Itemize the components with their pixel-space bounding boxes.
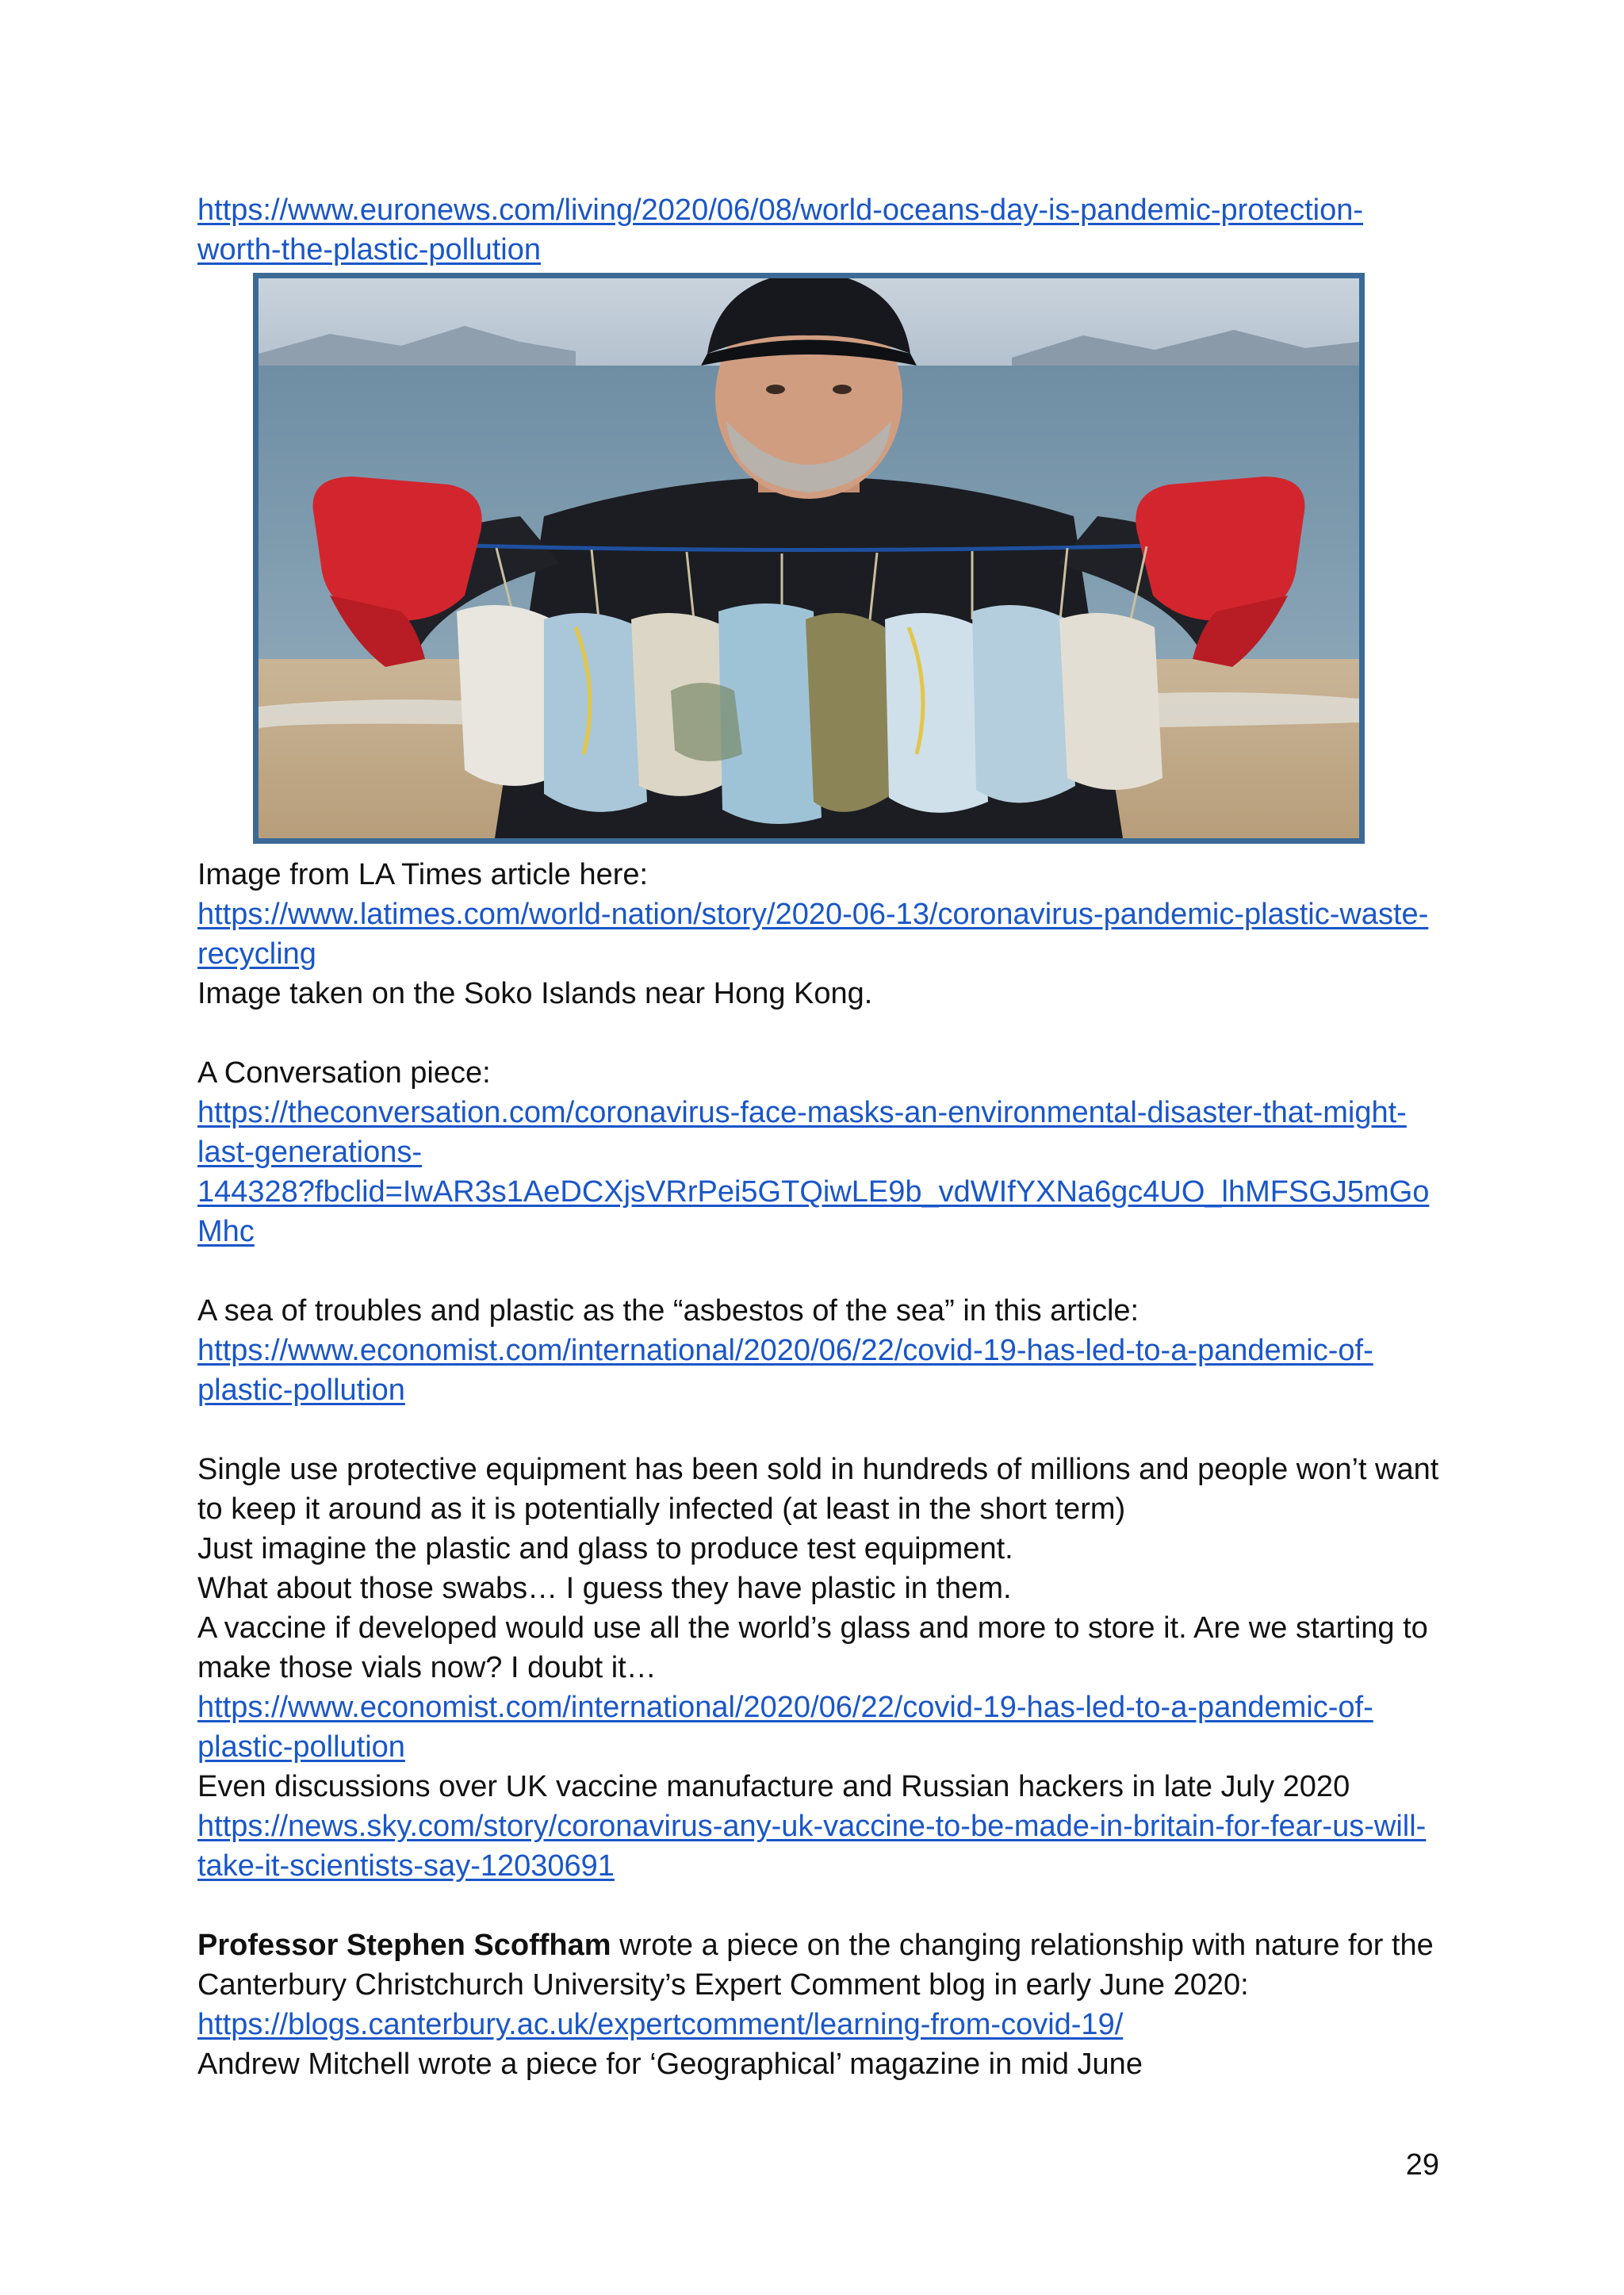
economist-link-line-1[interactable]	[197, 1331, 1434, 1370]
conversation-link-line-4[interactable]	[197, 1212, 1434, 1251]
economist-intro: A sea of troubles and plastic as the “asbestos of the sea” in this article:	[197, 1294, 1139, 1328]
scoffham-line-2: Canterbury Christchurch University’s Expert Comment blog in early June 2020:	[197, 1968, 1249, 2002]
conversation-intro: A Conversation piece:	[197, 1056, 491, 1090]
page-number: 29	[1405, 2148, 1439, 2182]
latimes-link-continued[interactable]: recycling	[197, 937, 316, 971]
economist-link-2-line-2[interactable]	[197, 1727, 1434, 1767]
latimes-link-line-2[interactable]	[197, 934, 1434, 974]
vaccine-line-2: make those vials now? I doubt it…	[197, 1651, 657, 1684]
conversation-link-line-2[interactable]	[197, 1132, 1434, 1172]
canterbury-blog-link[interactable]: https://blogs.canterbury.ac.uk/expertcomment/learning-from-covid-19/	[197, 2008, 1124, 2041]
economist-link-2[interactable]: https://www.economist.com/international/2020/06/22/covid-19-has-led-to-a-pandemic-of-	[197, 1691, 1373, 1724]
latimes-link-line-1[interactable]	[197, 895, 1434, 934]
sky-link-line-2[interactable]	[197, 1846, 1434, 1886]
economist-link-2-continued[interactable]: plastic-pollution	[197, 1730, 405, 1764]
latimes-caption: Image taken on the Soko Islands near Hong Kong.	[197, 977, 873, 1010]
masks-photo	[253, 273, 1365, 844]
conversation-link-continued-2[interactable]: 144328?fbclid=IwAR3s1AeDCXjsVRrPei5GTQiwLE9b_vdWIfYXNa6gc4UO_lhMFSGJ5mGo	[197, 1175, 1430, 1209]
economist-link-continued[interactable]: plastic-pollution	[197, 1374, 405, 1407]
swabs-line: What about those swabs… I guess they have plastic in them.	[197, 1572, 1012, 1605]
spacer	[197, 1410, 1434, 1450]
conversation-link-line-1[interactable]	[197, 1093, 1434, 1132]
euronews-link[interactable]: https://www.euronews.com/living/2020/06/08/world-oceans-day-is-pandemic-protection-	[197, 193, 1364, 227]
economist-link-2-line-1[interactable]	[197, 1688, 1434, 1727]
latimes-intro: Image from LA Times article here:	[197, 858, 649, 891]
spacer	[197, 1886, 1434, 1925]
sky-link-continued[interactable]: take-it-scientists-say-12030691	[197, 1849, 615, 1883]
sky-intro: Even discussions over UK vaccine manufacture and Russian hackers in late July 2020	[197, 1770, 1350, 1803]
euronews-link-continued[interactable]: worth-the-plastic-pollution	[197, 233, 541, 266]
document-page	[197, 190, 1439, 2084]
sky-link-line-1[interactable]	[197, 1806, 1434, 1846]
economist-link[interactable]: https://www.economist.com/international/2020/06/22/covid-19-has-led-to-a-pandemic-of-	[197, 1334, 1373, 1367]
test-equipment-line: Just imagine the plastic and glass to produce test equipment.	[197, 1532, 1013, 1565]
ppe-paragraph-line-1: Single use protective equipment has been sold in hundreds of millions and people won’t want	[197, 1453, 1439, 1486]
scoffham-line-1	[197, 1925, 1434, 1965]
spacer	[197, 1251, 1434, 1291]
ppe-paragraph-line-2: to keep it around as it is potentially infected (at least in the short term)	[197, 1492, 1126, 1526]
sky-link[interactable]: https://news.sky.com/story/coronavirus-any-uk-vaccine-to-be-made-in-britain-for-fear-us-will-	[197, 1810, 1427, 1843]
latimes-link[interactable]: https://www.latimes.com/world-nation/story/2020-06-13/coronavirus-pandemic-plastic-waste-	[197, 898, 1429, 931]
conversation-link-line-3[interactable]	[197, 1172, 1434, 1212]
economist-link-line-2[interactable]	[197, 1370, 1434, 1410]
conversation-link[interactable]: https://theconversation.com/coronavirus-face-masks-an-environmental-disaster-that-might-	[197, 1096, 1407, 1129]
vaccine-line-1: A vaccine if developed would use all the world’s glass and more to store it. Are we starting to	[197, 1611, 1428, 1645]
euronews-link-line-2[interactable]	[197, 230, 1434, 270]
scoffham-text: wrote a piece on the changing relationship with nature for the	[611, 1929, 1434, 1962]
canterbury-link-line[interactable]	[197, 2005, 1434, 2044]
mitchell-line: Andrew Mitchell wrote a piece for ‘Geographical’ magazine in mid June	[197, 2048, 1143, 2081]
masks-photo-illustration	[259, 278, 1359, 838]
spacer	[197, 1013, 1434, 1053]
euronews-link-line-1[interactable]	[197, 190, 1434, 230]
scoffham-name: Professor Stephen Scoffham	[197, 1929, 611, 1962]
conversation-link-continued[interactable]: last-generations-	[197, 1136, 423, 1169]
conversation-link-continued-3[interactable]: Mhc	[197, 1215, 255, 1248]
